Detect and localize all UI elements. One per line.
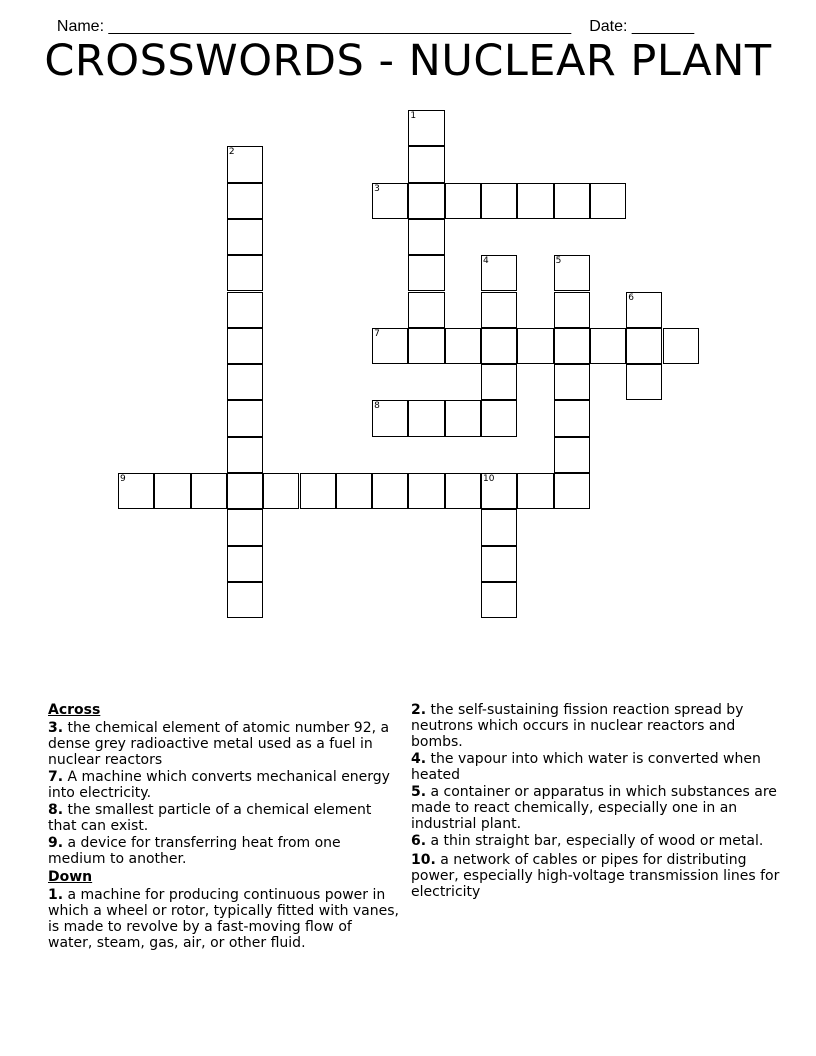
grid-cell[interactable] — [481, 546, 517, 582]
clue-number-6: 6 — [628, 292, 634, 303]
date-label: Date: — [589, 18, 632, 35]
clue-down-10: 10. a network of cables or pipes for distributing power, especially high-voltage transmission lines for electricity — [411, 852, 780, 900]
grid-cell[interactable] — [481, 292, 517, 328]
grid-cell[interactable] — [227, 328, 263, 364]
grid-cell[interactable] — [445, 473, 481, 509]
clue-number-8: 8 — [374, 401, 380, 412]
clue-down-5: 5. a container or apparatus in which substances are made to react chemically, especially one in an industrial plant. — [411, 784, 777, 832]
grid-cell[interactable] — [227, 292, 263, 328]
grid-cell[interactable] — [445, 400, 481, 436]
clue-across-8: 8. the smallest particle of a chemical element that can exist. — [48, 802, 372, 834]
grid-cell[interactable] — [227, 364, 263, 400]
grid-cell[interactable] — [227, 400, 263, 436]
grid-cell[interactable] — [554, 183, 590, 219]
grid-cell[interactable] — [154, 473, 190, 509]
grid-cell[interactable] — [663, 328, 699, 364]
clue-number-5: 5 — [555, 256, 562, 267]
grid-cell[interactable] — [481, 400, 517, 436]
grid-cell[interactable] — [408, 473, 444, 509]
grid-cell[interactable] — [191, 473, 227, 509]
clue-number-3: 3 — [374, 183, 380, 194]
grid-cell[interactable] — [408, 328, 444, 364]
grid-cell[interactable] — [626, 364, 662, 400]
grid-cell[interactable] — [554, 292, 590, 328]
clue-across-3: 3. the chemical element of atomic number 92, a dense grey radioactive metal used as a fuel in nuclear reactors — [48, 720, 390, 768]
grid-cell[interactable] — [408, 292, 444, 328]
grid-cell[interactable] — [336, 473, 372, 509]
clue-down-2: 2. the self-sustaining fission reaction spread by neutrons which occurs in nuclear reactors and bombs. — [411, 702, 744, 750]
grid-cell[interactable] — [227, 473, 263, 509]
down-heading: Down — [48, 869, 93, 885]
clue-across-7: 7. A machine which converts mechanical energy into electricity. — [48, 769, 390, 801]
grid-cell[interactable] — [372, 473, 408, 509]
grid-cell[interactable] — [227, 546, 263, 582]
clue-down-1: 1. a machine for producing continuous power in which a wheel or rotor, typically fitted with vanes, is made to revolve by a fast-moving flow of water, steam, gas, air, or other fluid. — [48, 887, 399, 951]
grid-cell[interactable] — [227, 255, 263, 291]
grid-cell[interactable] — [590, 328, 626, 364]
clue-down-6: 6. a thin straight bar, especially of wood or metal. — [411, 833, 764, 849]
grid-cell[interactable] — [408, 255, 444, 291]
grid-cell[interactable] — [517, 328, 553, 364]
grid-cell[interactable] — [517, 183, 553, 219]
grid-cell[interactable] — [445, 328, 481, 364]
grid-cell[interactable] — [227, 582, 263, 618]
grid-cell[interactable] — [554, 328, 590, 364]
grid-cell[interactable] — [227, 509, 263, 545]
grid-cell[interactable] — [408, 146, 444, 182]
date-blank[interactable]: _______ — [631, 18, 695, 35]
grid-cell[interactable] — [227, 219, 263, 255]
grid-cell[interactable] — [481, 183, 517, 219]
grid-cell[interactable] — [300, 473, 336, 509]
grid-cell[interactable] — [263, 473, 299, 509]
grid-cell[interactable] — [626, 328, 662, 364]
name-label: Name: — [56, 18, 109, 35]
grid-cell[interactable] — [554, 400, 590, 436]
clue-number-4: 4 — [483, 256, 489, 267]
clue-down-4: 4. the vapour into which water is converted when heated — [411, 751, 761, 783]
clue-number-10: 10 — [483, 474, 495, 484]
grid-cell[interactable] — [481, 509, 517, 545]
grid-cell[interactable] — [554, 437, 590, 473]
clue-number-7: 7 — [374, 328, 380, 339]
name-blank[interactable]: ____________________________________________________ — [108, 18, 572, 35]
grid-cell[interactable] — [590, 183, 626, 219]
grid-cell[interactable] — [227, 183, 263, 219]
grid-cell[interactable] — [481, 364, 517, 400]
clue-number-1: 1 — [410, 111, 417, 121]
clue-number-2: 2 — [228, 147, 235, 158]
clues-right-column — [411, 702, 781, 901]
clue-across-9: 9. a device for transferring heat from one medium to another. — [48, 835, 341, 867]
grid-cell[interactable] — [445, 183, 481, 219]
grid-cell[interactable] — [481, 582, 517, 618]
grid-cell[interactable] — [227, 437, 263, 473]
clues-left-column — [48, 702, 400, 952]
grid-cell[interactable] — [554, 364, 590, 400]
grid-cell[interactable] — [408, 400, 444, 436]
grid-cell[interactable] — [554, 473, 590, 509]
grid-cell[interactable] — [481, 328, 517, 364]
page-title: CROSSWORDS - NUCLEAR PLANT — [44, 36, 772, 86]
across-heading: Across — [48, 702, 101, 718]
grid-cell[interactable] — [408, 183, 444, 219]
clue-number-9: 9 — [120, 474, 126, 484]
grid-cell[interactable] — [408, 219, 444, 255]
grid-cell[interactable] — [517, 473, 553, 509]
